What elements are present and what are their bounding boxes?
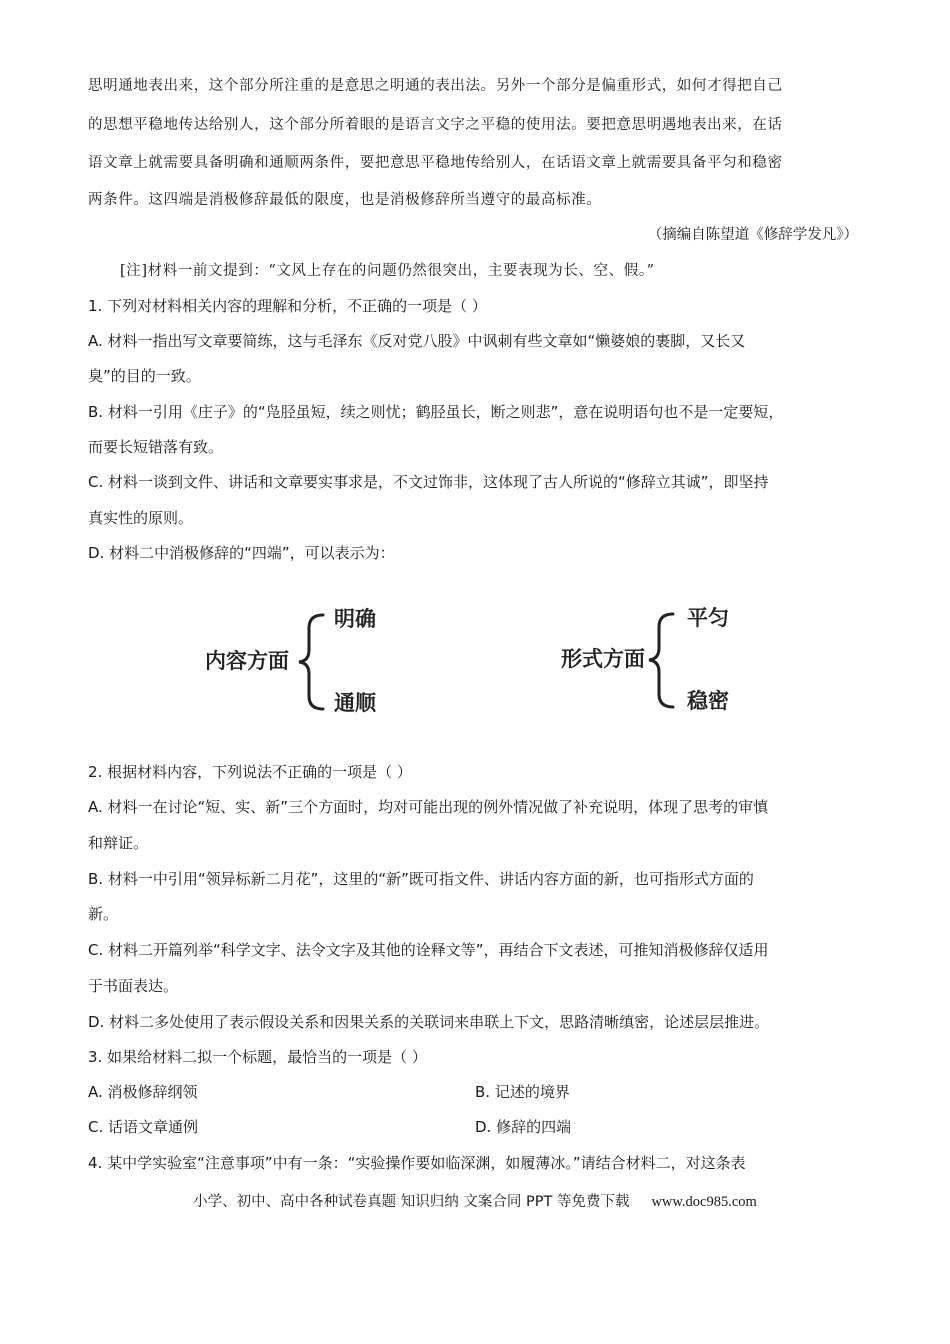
q2-option-a: A. 材料一在讨论“短、实、新”三个方面时，均对可能出现的例外情况做了补充说明，体现了思考的审慎 bbox=[88, 798, 769, 816]
q2-option-d: D. 材料二多处使用了表示假设关系和因果关系的关联词来串联上下文，思路清晰缜密，论述层层推进。 bbox=[88, 1013, 770, 1031]
diagram-right-bottom: 稳密 bbox=[687, 689, 729, 713]
four-ends-diagram bbox=[195, 598, 755, 726]
q1-option-b-cont: 而要长短错落有致。 bbox=[88, 438, 224, 456]
q1-option-a-cont: 臭”的目的一致。 bbox=[88, 367, 201, 385]
q2-option-c-cont: 于书面表达。 bbox=[88, 977, 179, 995]
note-line: [注]材料一前文提到：“文风上存在的问题仍然很突出，主要表现为长、空、假。” bbox=[120, 263, 655, 279]
passage-line: 语文章上就需要具备明确和通顺两条件，要把意思平稳地传给别人，在话语文章上就需要具备平匀和稳密 bbox=[88, 155, 783, 171]
page-footer bbox=[0, 1192, 950, 1212]
question-2-stem: 2. 根据材料内容，下列说法不正确的一项是（ ） bbox=[88, 763, 412, 781]
q1-option-b: B. 材料一引用《庄子》的“凫胫虽短，续之则忧；鹤胫虽长，断之则悲”，意在说明语句也不是一定要短， bbox=[88, 403, 784, 421]
left-brace-icon bbox=[299, 615, 323, 709]
q2-option-b: B. 材料一中引用“领异标新二月花”，这里的“新”既可指文件、讲话内容方面的新，也可指形式方面的 bbox=[88, 870, 754, 888]
q3-option-a: A. 消极修辞纲领 bbox=[88, 1083, 198, 1101]
q2-option-a-cont: 和辩证。 bbox=[88, 834, 149, 852]
q1-option-a: A. 材料一指出写文章要简练，这与毛泽东《反对党八股》中讽刺有些文章如“懒婆娘的裹脚，又长又 bbox=[88, 332, 746, 350]
q2-option-c: C. 材料二开篇列举“科学文字、法令文字及其他的诠释文等”，再结合下文表述，可推知消极修辞仅适用 bbox=[88, 941, 769, 959]
q2-option-b-cont: 新。 bbox=[88, 905, 119, 923]
footer-text: 小学、初中、高中各种试卷真题 知识归纳 文案合同 PPT 等免费下载 bbox=[193, 1194, 630, 1210]
question-3-stem: 3. 如果给材料二拟一个标题，最恰当的一项是（ ） bbox=[88, 1048, 427, 1066]
q3-option-c: C. 话语文章通例 bbox=[88, 1118, 199, 1136]
diagram-left-bottom: 通顺 bbox=[334, 691, 376, 715]
right-brace-icon bbox=[649, 614, 673, 707]
footer-url-link[interactable]: www.doc985.com bbox=[651, 1194, 757, 1210]
diagram-left-top: 明确 bbox=[334, 607, 376, 631]
q3-option-d: D. 修辞的四端 bbox=[475, 1118, 572, 1136]
source-citation: （摘编自陈望道《修辞学发凡》） bbox=[647, 227, 858, 243]
passage-line: 两条件。这四端是消极修辞最低的限度，也是消极修辞所当遵守的最高标准。 bbox=[88, 192, 602, 208]
q1-option-d: D. 材料二中消极修辞的“四端”，可以表示为： bbox=[88, 544, 395, 562]
diagram-left-group: 内容方面 bbox=[205, 649, 289, 673]
question-1-stem: 1. 下列对材料相关内容的理解和分析，不正确的一项是（ ） bbox=[88, 297, 487, 315]
q1-option-c: C. 材料一谈到文件、讲话和文章要实事求是，不文过饰非，这体现了古人所说的“修辞立其诚”，即坚持 bbox=[88, 473, 769, 491]
passage-line: 思明通地表出来，这个部分所注重的是意思之明通的表出法。另外一个部分是偏重形式，如何才得把自己 bbox=[88, 78, 783, 94]
question-4-stem: 4. 某中学实验室“注意事项”中有一条：“实验操作要如临深渊，如履薄冰。”请结合材料二，对这条表 bbox=[88, 1154, 746, 1172]
diagram-right-group: 形式方面 bbox=[561, 647, 645, 671]
diagram-right-top: 平匀 bbox=[687, 606, 729, 630]
q3-option-b: B. 记述的境界 bbox=[475, 1083, 570, 1101]
q1-option-c-cont: 真实性的原则。 bbox=[88, 509, 194, 527]
passage-line: 的思想平稳地传达给别人，这个部分所着眼的是语言文字之平稳的使用法。要把意思明遇地表出来，在话 bbox=[88, 117, 783, 133]
